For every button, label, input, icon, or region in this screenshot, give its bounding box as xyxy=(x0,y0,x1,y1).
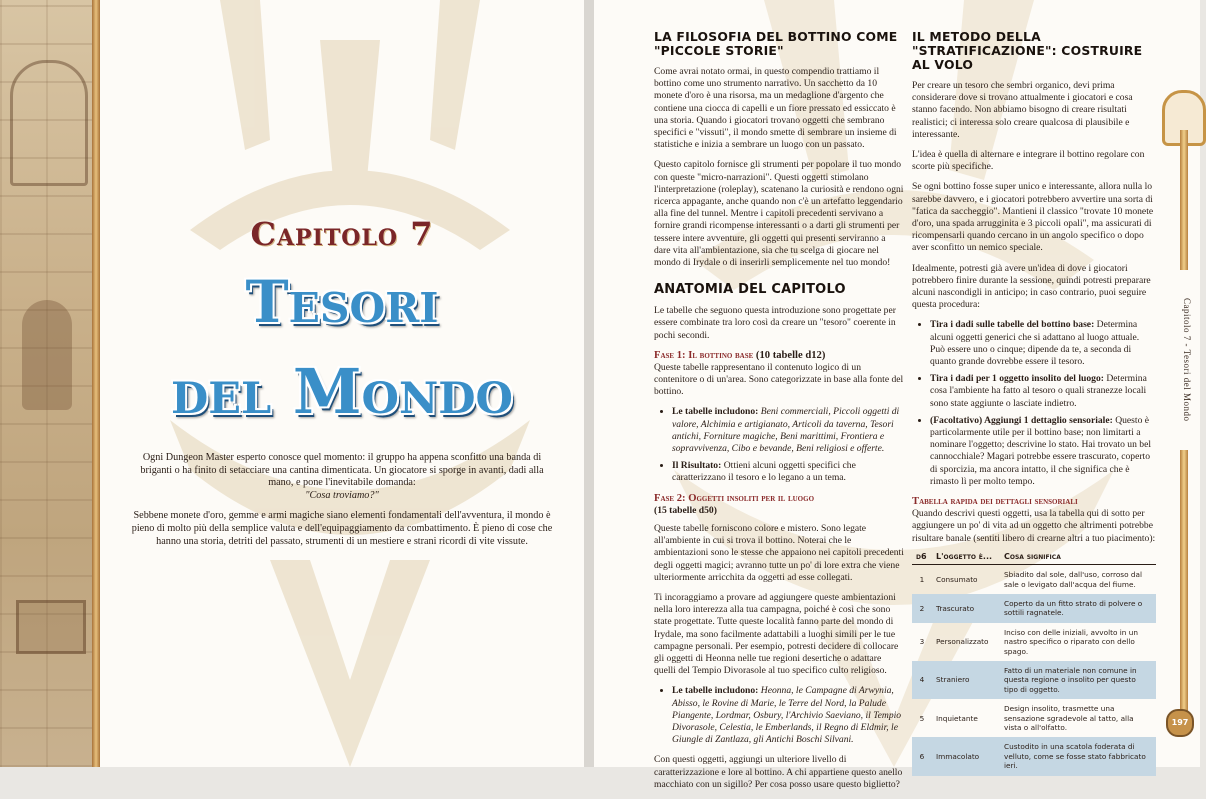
page-gutter xyxy=(584,0,594,767)
right-column-2 xyxy=(912,30,1156,776)
table-header: Cosa significa xyxy=(1000,549,1156,565)
table-row: 3 Personalizzato Inciso con delle iniziali, avvolto in un nastro specifico o riparato con dello spago. xyxy=(919,627,1138,656)
paragraph: Queste tabelle forniscono colore e mistero. Sono legate all'ambiente in cui si trova il bottino. Noterai che le ambientazioni sono le stesse che appaiono nei capitoli precedenti degli oggetti magici; avranno tutte un po' di lore extra che viene ulteriormente arricchita da oggetti ad esse collegati. xyxy=(654,522,904,583)
running-header: Capitolo 7 - Tesori del Mondo xyxy=(1172,270,1192,450)
side-ornament xyxy=(1164,0,1200,767)
paragraph: Queste tabelle rappresentano il contenuto logico di un contenitore o di un'area. Sono categorizzate in base alla fonte del bottino. xyxy=(654,361,904,398)
fase2-list xyxy=(654,685,904,746)
table-header: L'oggetto è... xyxy=(932,549,1000,565)
fase1-list xyxy=(654,406,904,484)
right-column-1 xyxy=(654,30,904,799)
paragraph: Se ogni bottino fosse super unico e interessante, allora nulla lo sarebbe davvero, e i giocatori potrebbero avvertire una sorta di "fatica da saccheggio". Mantieni il classico "trovate 10 monete d'oro, una spada arrugginita e 3 piccoli opali", ma assicurati di ricompensarli quando cercano in un angolo specifico o dopo aver sconfitto un nemico speciale. xyxy=(912,181,1154,254)
intro-quote: "Cosa troviamo?" xyxy=(305,489,379,501)
left-page xyxy=(0,0,584,767)
table-row: 6 Immacolato Custodito in una scatola foderata di velluto, come se fosse stato fabbricato ieri. xyxy=(912,737,1156,775)
list-item: • Le tabelle includono: Heonna, le Campagne di Arwynia, Abisso, le Rovine di Marie, le Terre del Nord, la Palude Piangente, Lordmar, Osbury, l'Archivio Saeviano, il Tempio Divorasole, Celestia, le Emberlands, il Regno di Eldmir, le Giungle di Zantlaza, gli Antichi Boschi Silvani. xyxy=(672,685,904,746)
tabella-heading: Tabella rapida dei dettagli sensoriali xyxy=(912,496,1078,508)
fase1-heading: Fase 1: Il bottino base (10 tabelle d12) xyxy=(654,349,826,361)
chapter-label: Capitolo 7 xyxy=(250,215,434,253)
heading-metodo: IL METODO DELLA "STRATIFICAZIONE": COSTRUIRE AL VOLO xyxy=(912,29,1143,72)
list-item: • Le tabelle includono: Beni commerciali, Piccoli oggetti di valore, Alchimia e artigianato, Articoli da taverna, Tesori antichi, Forniture magiche, Beni marittimi, Frontiera e sopravvivenza, Cibo e bevande, Beni religiosi e offerte. xyxy=(672,406,904,455)
paragraph: Questo capitolo fornisce gli strumenti per popolare il tuo mondo con queste "micro-narrazioni". Questi oggetti stimolano l'interpretazione (roleplay), scatenano la curiosità e rendono ogni ricerca appagante, anche quando non c'è un artefatto leggendario alla fine del tunnel. Mentre i capitoli precedenti servivano a fornire grandi ricompense interessanti o a darti gli strumenti per tessere intere avventure, gli oggetti qui presenti serviranno a dare vita all'ambientazione, sia che tu scelga di giocare nel mondo di Irydale o di inserirli semplicemente nel tuo mondo! xyxy=(654,159,904,269)
paragraph: Idealmente, potresti già avere un'idea di dove i giocatori potrebbero finire durante la sessione, quindi potresti preparare alcuni nascondigli in anticipo; in caso contrario, puoi seguire questa procedura: xyxy=(912,262,1151,311)
table-row: 1 Consumato Sbiadito dal sole, dall'uso, corroso dal sale o levigato dall'acqua del fiume. xyxy=(919,570,1142,589)
chapter-title-line1: Tesori xyxy=(245,268,439,336)
fase2-heading: Fase 2: Oggetti insoliti per il luogo xyxy=(654,492,815,504)
intro-paragraph-2: Sebbene monete d'oro, gemme e armi magiche siano elementi fondamentali dell'avventura, il mondo è pieno di molto più della semplice valuta e dell'equipaggiamento da combattimento. È pieno di cose che hanno una storia, detriti del passato, strumenti di un mestiere e strani ricordi di vite vissute. xyxy=(131,510,553,547)
list-item: • Tira i dadi sulle tabelle del bottino base: Determina alcuni oggetti generici che si adattano al luogo attuale. Può essere uno o cinque; dipende da te, a seconda di quanto grande dovrebbe essere il tesoro. xyxy=(930,319,1156,368)
decorative-illustration xyxy=(0,0,100,767)
heading-filosofia: LA FILOSOFIA DEL BOTTINO COME "PICCOLE STORIE" xyxy=(654,29,898,58)
list-item: • (Facoltativo) Aggiungi 1 dettaglio sensoriale: Questo è particolarmente utile per il bottino base; non limitarti a nominare l'oggetto; descrivine lo stato. Hai trovato un bel cannocchiale? Magari potrebbe essere trascurato, coperto di sporcizia, ma ancora intatto, il che significa che è rimasto lì per molto tempo. xyxy=(930,415,1156,488)
list-item: • Il Risultato: Ottieni alcuni oggetti specifici che caratterizzano il tesoro e lo legano a un tema. xyxy=(672,460,904,484)
table-header: d6 xyxy=(912,549,932,565)
chapter-intro xyxy=(130,452,554,556)
paragraph: Quando descrivi questi oggetti, usa la tabella qui di sotto per aggiungere un po' di vita ad un oggetto che altrimenti potrebbe risultare banale (sentiti libero di crearne altri a tuo piacimento): xyxy=(912,508,1156,544)
paragraph: Le tabelle che seguono questa introduzione sono progettate per essere combinate tra loro così da creare un "tesoro" coerente in pochi secondi. xyxy=(654,305,896,341)
paragraph: L'idea è quella di alternare e integrare il bottino regolare con scorte più specifiche. xyxy=(912,149,1145,173)
table-row: 4 Straniero Fatto di un materiale non comune in questa regione o insolito per questo tipo di oggetto. xyxy=(912,661,1156,699)
heading-anatomia: ANATOMIA DEL CAPITOLO xyxy=(654,282,846,298)
chapter-title-line2: del Mondo xyxy=(170,355,514,428)
right-page xyxy=(594,0,1200,790)
intro-paragraph-1: Ogni Dungeon Master esperto conosce quel momento: il gruppo ha appena sconfitto una banda di briganti o ha finito di setacciare una cantina dimenticata. Un giocatore si sporge in avanti, dadi alla mano, e pone l'inevitabile domanda: "Cosa troviamo?" xyxy=(140,452,544,501)
fase2-subheading: (15 tabelle d50) xyxy=(654,504,717,516)
table-row: 5 Inquietante Design insolito, trasmette una sensazione sgradevole al tatto, alla vista o all'olfatto. xyxy=(919,704,1134,732)
page-number: 197 xyxy=(1166,709,1194,737)
table-header-row xyxy=(912,549,1156,565)
list-item: • Tira i dadi per 1 oggetto insolito del luogo: Determina cosa l'ambiente ha fatto al tesoro o quali stranezze locali sono state aggiunte o lasciate indietro. xyxy=(930,373,1156,410)
sensory-details-table xyxy=(912,549,1156,776)
paragraph: Per creare un tesoro che sembri organico, devi prima considerare dove si trovano attualmente i giocatori e cosa stanno facendo. Non abbiamo bisogno di creare risultati realistici; ci interessa solo creare qualcosa di plausibile e interessante. xyxy=(912,80,1133,140)
paragraph: Come avrai notato ormai, in questo compendio trattiamo il bottino come uno strumento narrativo. Un sacchetto da 10 monete d'oro è una risorsa, ma un medaglione d'argento che contiene una ciocca di capelli e un fiore pressato ed essiccato è una storia. Quando i giocatori trovano oggetti che sembrano specifici e "vissuti", il mondo smette di sembrare un insieme di statistiche e inizia a sembrare un luogo con un passato. xyxy=(654,66,897,151)
table-row: 2 Trascurato Coperto da un fitto strato di polvere o sottili ragnatele. xyxy=(912,594,1156,623)
paragraph: Ti incoraggiamo a provare ad aggiungere queste ambientazioni nella loro interezza alla tua campagna, poiché è così che sono state progettate. Tutte queste località fanno parte del mondo di Irydale, ma sono facilmente adattabili a luoghi simili per le tue campagne personali. Per esempio, potresti decidere di collocare gli oggetti di Heonna nelle tue regioni desertiche o adattare quelli del Tempio Divorasole al tuo specifico culto religioso. xyxy=(654,591,899,677)
metodo-list xyxy=(912,319,1156,488)
paragraph: Con questi oggetti, aggiungi un ulteriore livello di caratterizzazione e lore al bottino. A chi appartiene questo anello macchiato con un sigillo? Per cosa posso usare questo biglietto? xyxy=(654,754,903,790)
